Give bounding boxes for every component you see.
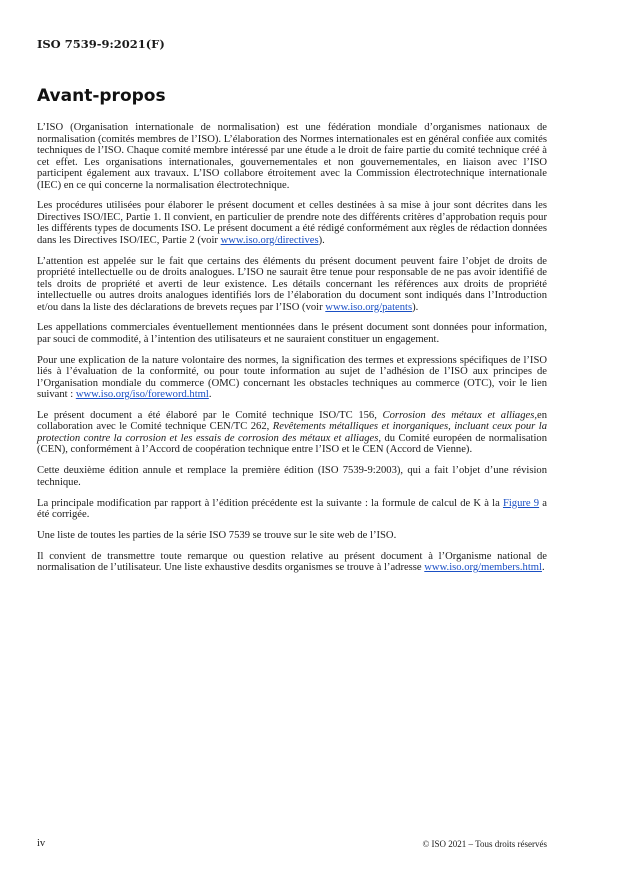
- paragraph-text: .: [208, 389, 212, 401]
- page-title: Avant-propos: [37, 86, 166, 106]
- paragraph-main-change: [37, 498, 547, 521]
- foreword-link[interactable]: www.iso.org/iso/foreword.html: [75, 389, 209, 401]
- paragraph-feedback: [37, 551, 547, 574]
- members-link[interactable]: www.iso.org/members.html: [424, 562, 542, 574]
- paragraph-text: La principale modification par rapport à l’édition précédente est la suivante : la formule de calcul de K à la: [37, 497, 503, 509]
- paragraph-text: Il convient de transmettre toute remarque ou question relative au présent document à l’Organisme national de normalisation de l’utilisateur. Une liste exhaustive desdits organismes se trouve à l’adresse: [37, 550, 547, 574]
- paragraph-text: L’attention est appelée sur le fait que certains des éléments du présent document peuvent faire l’objet de droits de propriété intellectuelle ou de droits analogues. L’ISO ne saurait être tenue pour responsable de ne pas avoir identifié de tels droits de propriété et averti de leur existence. Les détails concernant les références aux droits de propriété intellectuelle ou autres droits analogues identifiés lors de l’élaboration du document sont indiqués dans l’Introduction et/ou dans la liste des déclarations de brevets reçues par l’ISO (voir: [37, 255, 547, 313]
- paragraph-series-list: Une liste de toutes les parties de la série ISO 7539 se trouve sur le site web de l’ISO.: [37, 529, 397, 541]
- paragraph-committee: [37, 410, 547, 456]
- paragraph-iso-intro: L’ISO (Organisation internationale de normalisation) est une fédération mondiale d’organismes nationaux de normalisation (comités membres de l’ISO). L’élaboration des Normes internationales est en général confiée aux comités techniques de l’ISO. Chaque comité membre intéressé par une étude a le droit de faire partie du comité technique créé à cet effet. Les organisations internationales, gouvernementales et non gouvernementales, en liaison avec l’ISO participent également aux travaux. L’ISO collabore étroitement avec la Commission électrotechnique internationale (IEC) en ce qui concerne la normalisation électrotechnique.: [37, 122, 547, 191]
- foreword-body: [37, 122, 547, 583]
- paragraph-text: du Comité européen de normalisation (CEN), conformément à l’Accord de coopération technique entre l’ISO et le CEN (Accord de Vienne).: [37, 432, 548, 456]
- figure-9-link[interactable]: Figure 9: [502, 497, 540, 509]
- cen-committee-title-italic: Revêtements métalliques et inorganiques, incluant ceux pour la protection contre la corrosion et les essais de corrosion des métaux et alliages,: [37, 421, 547, 444]
- paragraph-text: ).: [412, 301, 419, 313]
- directives-link[interactable]: www.iso.org/directives: [220, 234, 319, 246]
- copyright-notice: © ISO 2021 – Tous droits réservés: [422, 839, 547, 849]
- paragraph-edition: Cette deuxième édition annule et remplace la première édition (ISO 7539-9:2003), qui a fait l’objet d’une révision technique.: [37, 465, 547, 488]
- paragraph-text: a été corrigée.: [37, 497, 547, 521]
- page-number: iv: [37, 838, 46, 849]
- committee-title-italic: Corrosion des métaux et alliages,: [382, 409, 537, 421]
- paragraph-text: Les procédures utilisées pour élaborer le présent document et celles destinées à sa mise à jour sont décrites dans les Directives ISO/IEC, Partie 1. Il convient, en particulier de prendre note des différents critères d’approbation requis pour les différents types de documents ISO. Le présent document a été rédigé conformément aux règles de rédaction données dans les Directives ISO/IEC, Partie 2 (voir: [37, 200, 547, 246]
- paragraph-text: Le présent document a été élaboré par le Comité technique ISO/TC 156,: [37, 409, 383, 421]
- paragraph-text: .: [541, 562, 545, 574]
- patents-link[interactable]: www.iso.org/patents: [325, 301, 413, 313]
- paragraph-voluntary-nature: [37, 355, 547, 401]
- paragraph-patents: [37, 256, 547, 314]
- paragraph-text: en collaboration avec le Comité technique CEN/TC 262,: [37, 409, 547, 433]
- paragraph-text: ).: [318, 234, 325, 246]
- paragraph-trade-names: Les appellations commerciales éventuellement mentionnées dans le présent document sont données pour information, par souci de commodité, à l’intention des utilisateurs et ne sauraient constituer un engagement.: [37, 322, 547, 345]
- document-id: ISO 7539-9:2021(F): [37, 37, 165, 51]
- paragraph-procedures: [37, 200, 547, 246]
- paragraph-text: Pour une explication de la nature volontaire des normes, la signification des termes et expressions spécifiques de l’ISO liés à l’évaluation de la conformité, ou pour toute information au sujet de l’adhésion de l’ISO aux principes de l’Organisation mondiale du commerce (OMC) concernant les obstacles techniques au commerce (OTC), voir le lien suivant :: [37, 354, 547, 401]
